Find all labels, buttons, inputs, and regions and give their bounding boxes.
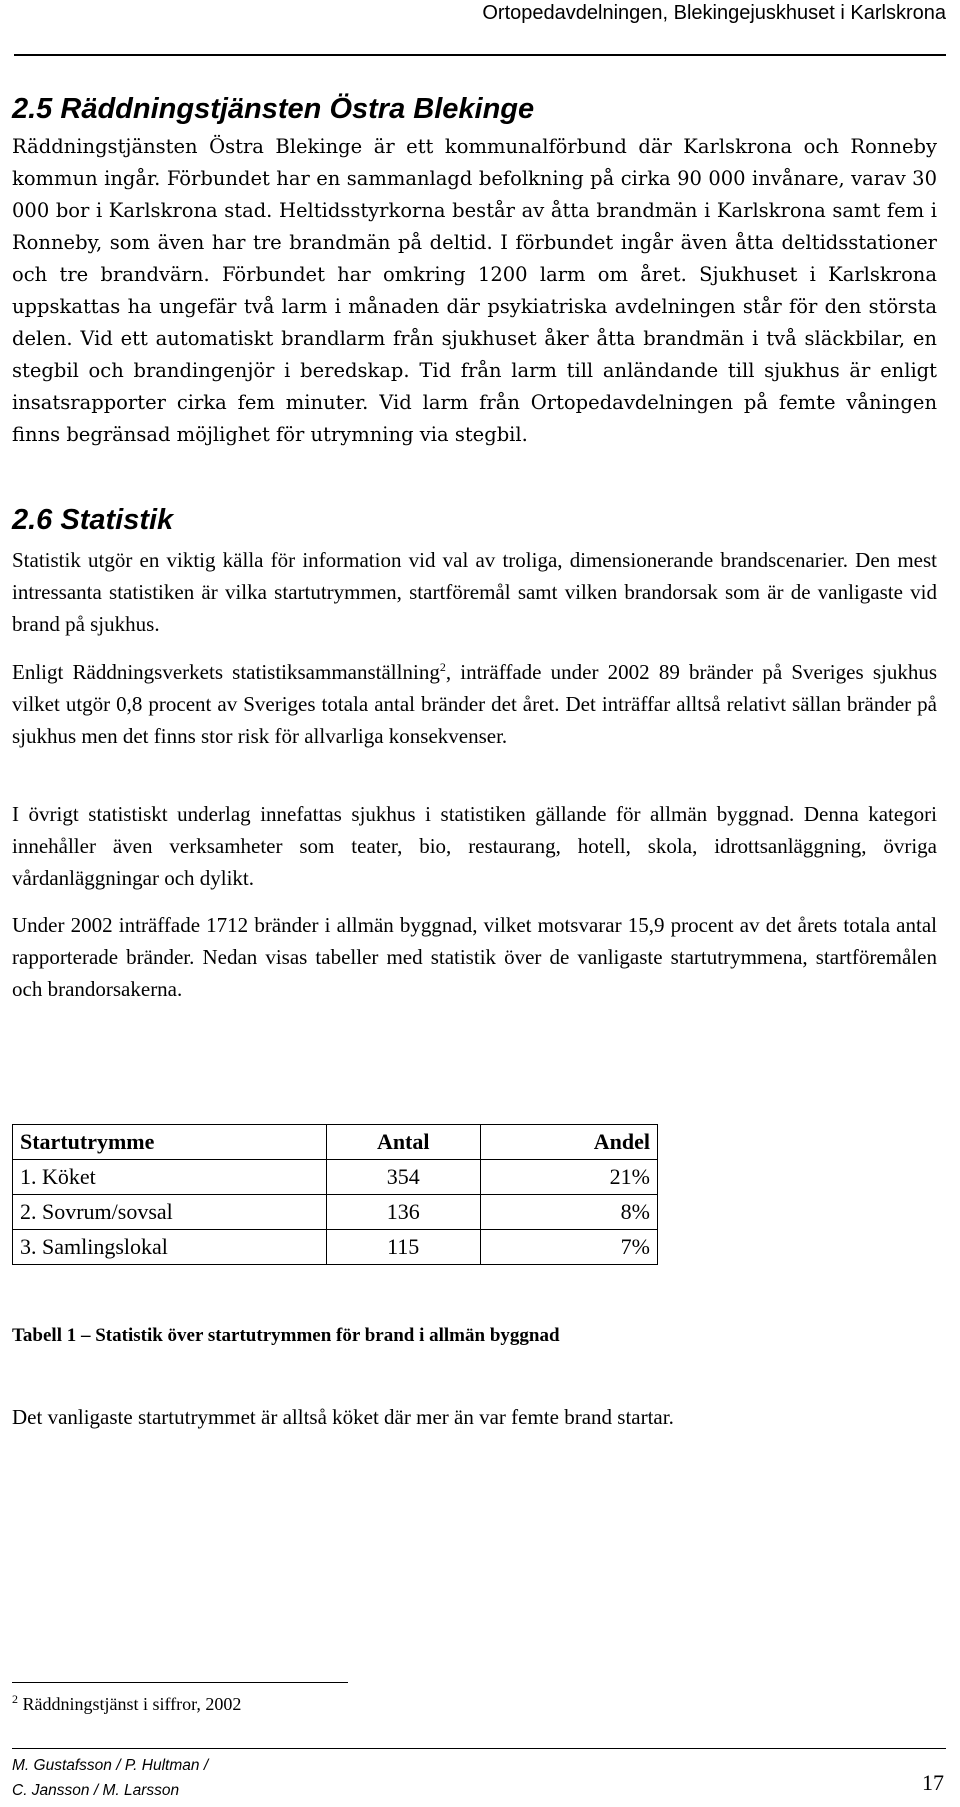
section-heading-2-5: 2.5 Räddningstjänsten Östra Blekinge <box>12 93 535 125</box>
footnote-number: 2 <box>12 1692 18 1706</box>
column-header-antal: Antal <box>326 1125 480 1160</box>
authors <box>12 1753 208 1803</box>
cell-antal: 354 <box>326 1160 480 1195</box>
cell-startutrymme: 2. Sovrum/sovsal <box>13 1195 327 1230</box>
footnote-reference[interactable]: 2 <box>439 660 446 674</box>
table-caption: Tabell 1 – Statistik över startutrymmen för brand i allmän byggnad <box>12 1325 560 1346</box>
footer-rule <box>12 1748 946 1749</box>
running-header: Ortopedavdelningen, Blekingejuskhuset i Karlskrona <box>482 2 946 24</box>
cell-andel: 21% <box>480 1160 657 1195</box>
paragraph-text-start: Enligt Räddningsverkets statistiksammanställning <box>12 660 440 684</box>
page-number: 17 <box>922 1770 944 1795</box>
paragraph-koket: Det vanligaste startutrymmet är alltså köket där mer än var femte brand startar. <box>12 1405 674 1429</box>
column-header-startutrymme: Startutrymme <box>13 1125 327 1160</box>
table-row <box>13 1160 658 1195</box>
cell-antal: 136 <box>326 1195 480 1230</box>
cell-antal: 115 <box>326 1230 480 1265</box>
authors-line-2: C. Jansson / M. Larsson <box>12 1782 180 1799</box>
section-heading-2-6: 2.6 Statistik <box>12 504 174 536</box>
paragraph-text-end: , inträffade under 2002 89 bränder på Sveriges sjukhus vilket utgör 0,8 procent av Sveriges totala antal bränder det året. Det inträffar alltså relativt sällan bränder på sjukhus men det finns stor risk för allvarliga konsekvenser. <box>12 660 937 748</box>
table-row <box>13 1230 658 1265</box>
paragraph-raddningsverket <box>12 656 937 752</box>
paragraph-allman-byggnad: I övrigt statistiskt underlag innefattas sjukhus i statistiken gällande för allmän byggnad. Denna kategori innehåller även verksamheter som teater, bio, restaurang, hotell, skola, idrottsanläggning, övriga vårdanläggningar och dylikt. <box>12 802 937 890</box>
header-rule <box>14 54 946 56</box>
paragraph-brander-2002: Under 2002 inträffade 1712 bränder i allmän byggnad, vilket motsvarar 15,9 procent av det årets totala antal rapporterade bränder. Nedan visas tabeller med statistik över de vanligaste startutrymmena, startföremålen och brandorsakerna. <box>12 913 937 1001</box>
cell-andel: 7% <box>480 1230 657 1265</box>
authors-line-1: M. Gustafsson / P. Hultman / <box>12 1757 209 1774</box>
paragraph-statistik-intro: Statistik utgör en viktig källa för information vid val av troliga, dimensionerande brandscenarier. Den mest intressanta statistiken är vilka startutrymmen, startföremål samt vilken brandorsak som är de vanligaste vid brand på sjukhus. <box>12 548 937 636</box>
cell-andel: 8% <box>480 1195 657 1230</box>
footnote-rule <box>12 1682 348 1683</box>
cell-startutrymme: 3. Samlingslokal <box>13 1230 327 1265</box>
startutrymme-table <box>12 1124 658 1265</box>
paragraph-raddningstjansten: Räddningstjänsten Östra Blekinge är ett kommunalförbund där Karlskrona och Ronneby kommun ingår. Förbundet har en sammanlagd befolkning på cirka 90 000 invånare, varav 30 000 bor i Karlskrona stad. Heltidsstyrkorna består av åtta brandmän i Karlskrona samt fem i Ronneby, som även har tre brandmän på deltid. I förbundet ingår även åtta deltidsstationer och tre brandvärn. Förbundet har omkring 1200 larm om året. Sjukhuset i Karlskrona uppskattas ha ungefär två larm i månaden där psykiatriska avdelningen står för den största delen. Vid ett automatiskt brandlarm från sjukhuset åker åtta brandmän i två släckbilar, en stegbil och brandingenjör i beredskap. Tid från larm till anländande till sjukhus är enligt insatsrapporter cirka fem minuter. Vid larm från Ortopedavdelningen på femte våningen finns begränsad möjlighet för utrymning via stegbil. <box>12 135 937 446</box>
table-header-row <box>13 1125 658 1160</box>
table-row <box>13 1195 658 1230</box>
column-header-andel: Andel <box>480 1125 657 1160</box>
footnote-text: Räddningstjänst i siffror, 2002 <box>22 1694 242 1714</box>
cell-startutrymme: 1. Köket <box>13 1160 327 1195</box>
footnote <box>12 1692 241 1715</box>
